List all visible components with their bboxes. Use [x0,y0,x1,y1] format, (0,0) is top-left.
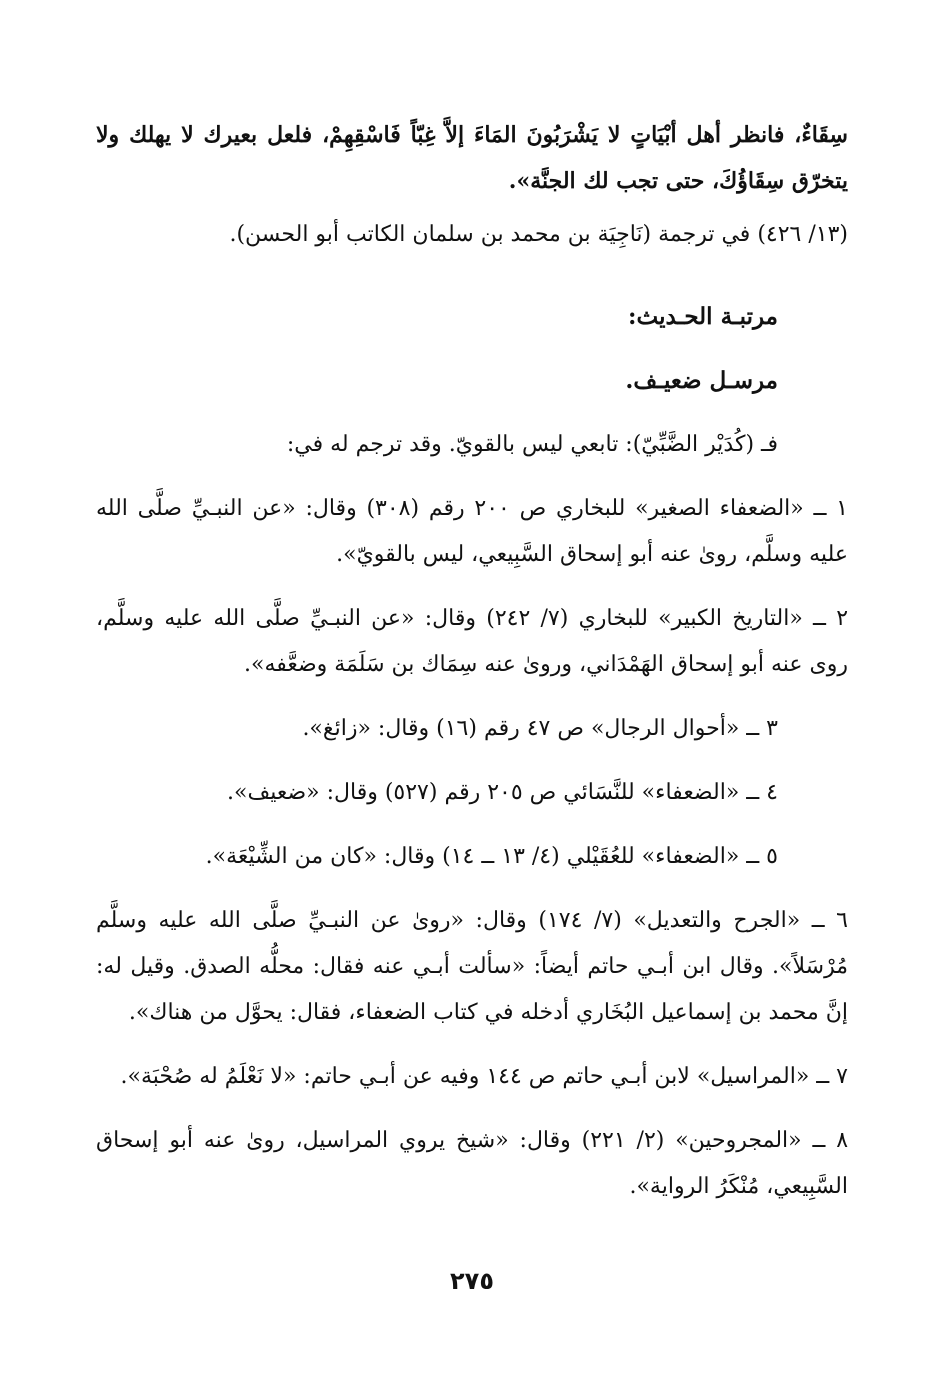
page-number: ٢٧٥ [450,1267,494,1295]
list-item: ٤ ــ «الضعفاء» للنَّسَائي ص ٢٠٥ رقم (٥٢٧) وقال: «ضعيف». [226,780,778,805]
quote-continuation: سِقَاءٌ، فانظر أهل أبْيَاتٍ لا يَشْرَبُونَ المَاءَ إلاَّ غِبّاً فَاسْقِهِمْ، فلعل بعيرك لا يهلك ولا يتخرّق سِقَاؤُكَ، حتى تجب لك الجنَّة». [96,122,848,194]
verdict: مرسـل ضعيـف. [625,367,778,394]
list-item: ٥ ــ «الضعفاء» للعُقَيْلي (٤/ ١٣ ــ ١٤) وقال: «كان من الشِّيْعَة». [205,844,778,869]
intro-line: فـ (كُدَيْر الضَّبِّيّ): تابعي ليس بالقويّ. وقد ترجم له في: [286,432,778,457]
list-item: ٧ ــ «المراسيل» لابن أبـي حاتم ص ١٤٤ وفيه عن أبـي حاتم: «لا نَعْلَمُ له صُحْبَة». [120,1064,848,1089]
list-item: ١ ــ «الضعفاء الصغير» للبخاري ص ٢٠٠ رقم (٣٠٨) وقال: «عن النبـيِّ صلَّى الله عليه وسلَّم، روىٰ عنه أبو إسحاق السَّبِيعي، ليس بالقويّ». [96,496,848,567]
list-item: ٨ ــ «المجروحين» (٢/ ٢٢١) وقال: «شيخ يروي المراسيل، روىٰ عنه أبو إسحاق السَّبِيعي، مُنْكَرُ الرواية». [96,1128,849,1199]
reference-line: (١٣/ ٤٢٦) في ترجمة (نَاجِيَة بن محمد بن سلمان الكاتب أبو الحسن). [229,222,848,247]
list-item: ٦ ــ «الجرح والتعديل» (٧/ ١٧٤) وقال: «روىٰ عن النبـيِّ صلَّى الله عليه وسلَّم مُرْسَلاً». وقال ابن أبـي حاتم أيضاً: «سألت أبـي عنه فقال: محلُّه الصدق. وقيل له: إنَّ محمد بن إسماعيل البُخَاري أدخله في كتاب الضعفاء، فقال: يحوَّل من هناك». [96,908,848,1025]
list-item: ٢ ــ «التاريخ الكبير» للبخاري (٧/ ٢٤٢) وقال: «عن النبـيِّ صلَّى الله عليه وسلَّم، روى عنه أبو إسحاق الهَمْدَاني، وروىٰ عنه سِمَاك بن سَلَمَة وضعَّفه». [96,606,849,677]
list-item: ٣ ــ «أحوال الرجال» ص ٤٧ رقم (١٦) وقال: «زائغ». [302,716,778,741]
section-heading: مرتبـة الحـديث: [628,303,778,330]
